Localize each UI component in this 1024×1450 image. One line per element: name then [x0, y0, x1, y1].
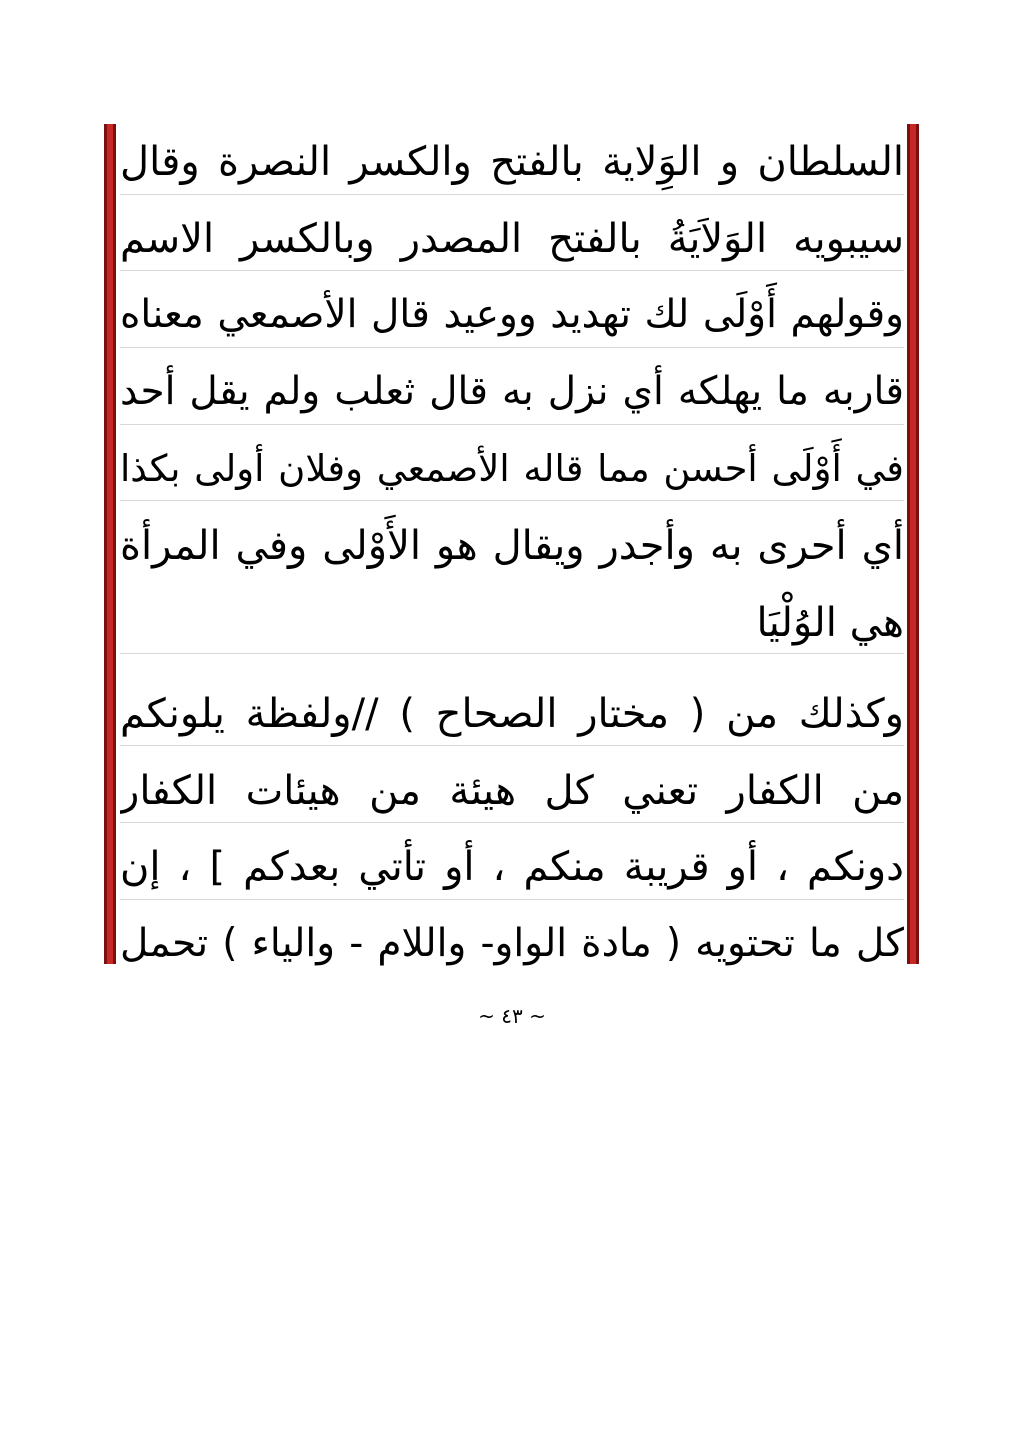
text-line-8: وكذلك من ( مختار الصحاح ) //ولفظة يلونكم: [120, 690, 904, 737]
line-separator: [120, 899, 904, 900]
text-line-10: دونكم ، أو قريبة منكم ، أو تأتي بعدكم ] ، إن: [120, 844, 904, 891]
text-line-1: السلطان و الوَِلاية بالفتح والكسر النصرة وقال: [120, 139, 904, 186]
right-decorative-border: [907, 124, 919, 964]
line-separator: [120, 270, 904, 271]
line-separator: [120, 194, 904, 195]
text-line-7: هي الوُلْيَا: [756, 599, 904, 646]
text-line-9: من الكفار تعني كل هيئة من هيئات الكفار: [120, 767, 904, 814]
text-line-5: في أَوْلَى أحسن مما قاله الأصمعي وفلان أولى بكذا: [120, 446, 904, 490]
line-separator: [120, 653, 904, 654]
text-block: [120, 124, 904, 967]
line-separator: [120, 347, 904, 348]
left-decorative-border: [104, 124, 116, 964]
line-separator: [120, 424, 904, 425]
line-separator: [120, 822, 904, 823]
text-line-3: وقولهم أَوْلَى لك تهديد ووعيد قال الأصمعي معناه: [120, 292, 904, 338]
text-line-6: أي أحرى به وأجدر ويقال هو الأَوْلى وفي المرأة: [120, 522, 904, 569]
text-line-11: كل ما تحتويه ( مادة الواو- واللام - والياء ) تحمل: [120, 921, 904, 967]
text-line-2: سيبويه الوَلاَيَةُ بالفتح المصدر وبالكسر الاسم: [120, 216, 904, 263]
page-number: ~ ٤٣ ~: [478, 1004, 546, 1028]
line-separator: [120, 745, 904, 746]
line-separator: [120, 500, 904, 501]
text-line-4: قاربه ما يهلكه أي نزل به قال ثعلب ولم يقل أحد: [120, 368, 904, 414]
